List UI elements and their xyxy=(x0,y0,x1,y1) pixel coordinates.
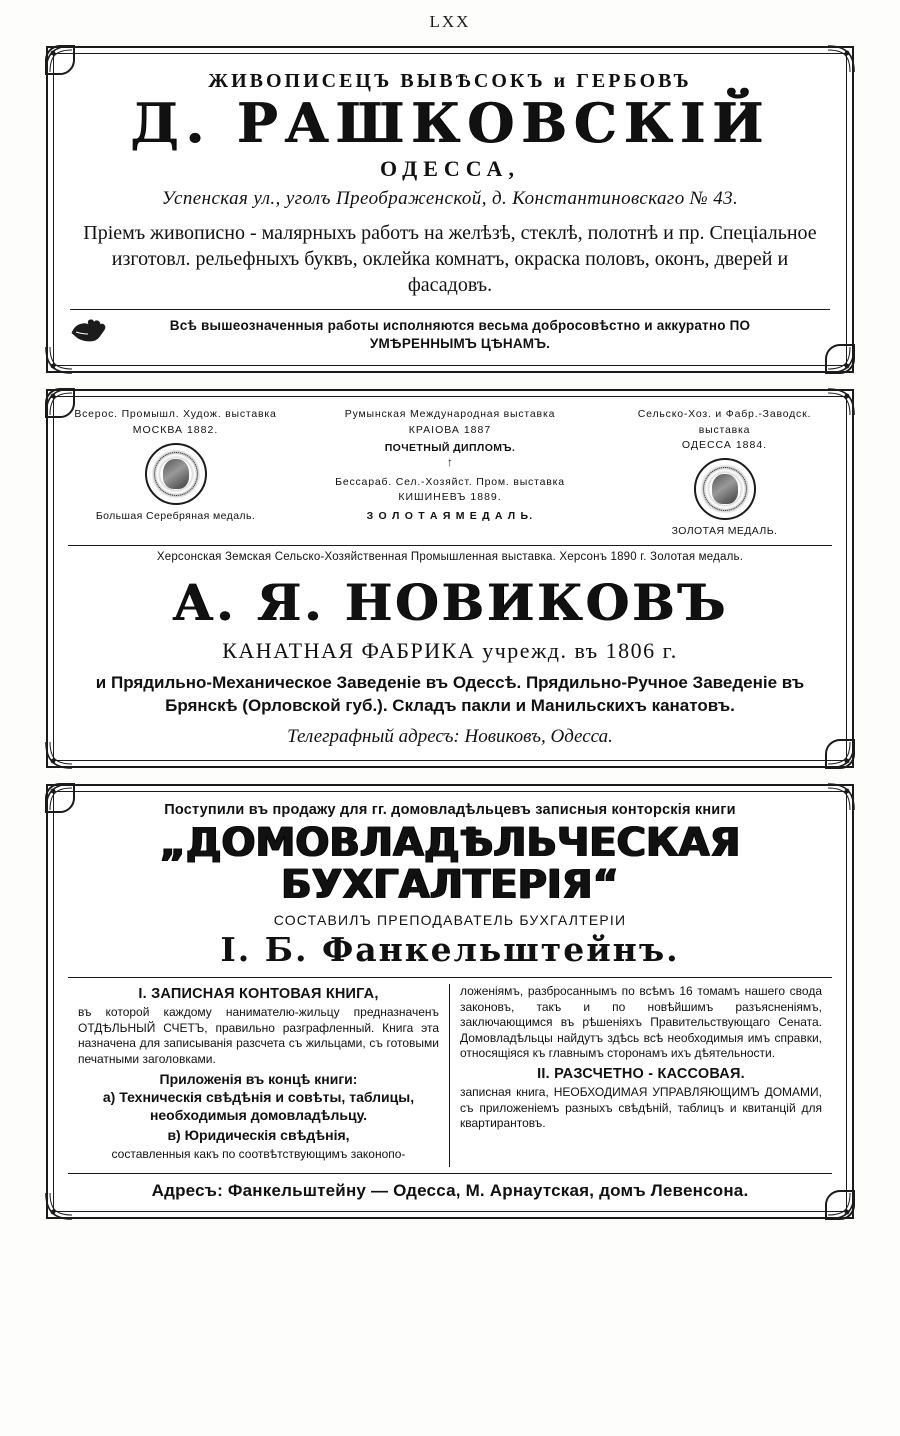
ad3-inner-border xyxy=(53,791,847,1212)
ornament-corner-icon xyxy=(826,345,856,375)
pointing-hand-icon xyxy=(70,319,110,345)
ad3-left-para2: составленныя какъ по соотвѣтствующимъ законопо- xyxy=(111,1147,406,1162)
ad2-award-middle xyxy=(300,407,600,524)
ad3-columns xyxy=(68,977,832,1167)
ad3-column-right xyxy=(450,984,832,1167)
ad1-city: ОДЕССА, xyxy=(380,155,520,181)
ad3-left-item-b: в) Юридическія свѣдѣнія, xyxy=(167,1127,350,1144)
ornament-corner-icon xyxy=(44,44,74,74)
ad2-award-left xyxy=(68,407,283,524)
ad2-award-mid-top-place-year: КРАІОВА 1887 xyxy=(408,423,492,436)
ad2-inner-border xyxy=(53,396,847,761)
ad1-note-row xyxy=(70,309,830,353)
ad2-award-left-caption: Большая Серебряная медаль. xyxy=(95,509,256,522)
ad2-award-right-place-year: ОДЕССА 1884. xyxy=(681,438,768,451)
ad2-award-right-exposition: Сельско-Хоз. и Фабр.-Заводск. выставка xyxy=(637,408,812,436)
ad1-business-name: Д. РАШКОВСКІЙ xyxy=(130,91,770,155)
ad2-award-mid-bottom-caption: З О Л О Т А Я М Е Д А Л Ь. xyxy=(366,509,534,522)
ad1-inner-border xyxy=(53,53,847,366)
ad2-outer-border xyxy=(46,389,854,768)
ad1-note-text: Всѣ вышеозначенныя работы исполняются весьма добросовѣстно и аккуратно ПО УМѢРЕННЫМЪ ЦѢНАМЪ. xyxy=(169,317,751,352)
ad1-address: Успенская ул., уголъ Преображенской, д. Константиновскаго № 43. xyxy=(161,187,739,209)
ad3-address: Адресъ: Фанкельштейну — Одесса, М. Арнаутская, домъ Левенсона. xyxy=(68,1173,832,1201)
award-medal-icon xyxy=(145,443,207,505)
ad2-award-mid-bottom-exposition: Бессараб. Сел.-Хозяйст. Пром. выставка xyxy=(335,476,565,489)
advertisement-novikov xyxy=(46,389,854,768)
ad3-outer-border xyxy=(46,784,854,1219)
ad1-body-text: Пріемъ живописно - малярныхъ работъ на желѣзѣ, стеклѣ, полотнѣ и пр. Спеціальное изготовл. рельефныхъ буквъ, оклейка комнатъ, окраска половъ, оконъ, дверей и фасадовъ. xyxy=(83,221,817,297)
ornament-corner-icon xyxy=(44,782,74,812)
ad3-left-item-a: а) Техническія свѣдѣнія и совѣты, таблицы, необходимыя домовладѣльцу. xyxy=(102,1089,415,1124)
ad2-business-name: А. Я. НОВИКОВЪ xyxy=(172,573,728,633)
ornament-corner-icon xyxy=(826,1191,856,1221)
ad2-description: и Прядильно-Механическое Заведеніе въ Одессѣ. Прядильно-Ручное Заведеніе въ Брянскѣ (Орловской губ.). Складъ пакли и Манильскихъ канатовъ. xyxy=(95,673,805,716)
advertisement-fankelshteyn xyxy=(46,784,854,1219)
ad2-award-mid-top-caption: ПОЧЕТНЫЙ ДИПЛОМЪ. xyxy=(384,441,516,454)
ornament-corner-icon xyxy=(44,387,74,417)
ad2-award-mid-top-exposition: Румынская Международная выставка xyxy=(344,408,556,421)
advertisement-rashkovsky xyxy=(46,46,854,373)
ad2-awards-row xyxy=(68,407,832,539)
ornament-corner-icon xyxy=(826,740,856,770)
ad3-right-para2: записная книга, НЕОБХОДИМАЯ УПРАВЛЯЮЩИМЪ ДОМАМИ, съ приложеніемъ разныхъ свѣдѣній, таблицъ и квитанцій для квартирантовъ. xyxy=(460,1085,822,1131)
ad2-award-right xyxy=(617,407,832,539)
ad2-telegraph-address: Телеграфный адресъ: Новиковъ, Одесса. xyxy=(287,726,613,748)
ad2-award-mid-bottom-place-year: КИШИНЕВЪ 1889. xyxy=(398,491,502,504)
ad3-right-para1: ложеніямъ, разбросаннымъ по всѣмъ 16 томамъ нашего свода законовъ, такъ и по новѣйшимъ разъясненіямъ, заключающимся въ рѣшеніяхъ Правительствующаго Сената. Домовладѣльцы найдутъ здѣсь всѣ необходимыя имъ справки, относящіяся къ главнымъ сторонамъ ихъ дѣятельности. xyxy=(460,984,822,1061)
ad3-left-para1: въ которой каждому нанимателю-жильцу предназначенъ ОТДѢЛЬНЫЙ СЧЕТЪ, правильно разграфленный. Книга эта назначена для записыванія разсчета съ жильцами, съ готовыми печатными заголовками. xyxy=(78,1005,439,1066)
ad1-outer-border xyxy=(46,46,854,373)
ad2-award-left-exposition: Всерос. Промышл. Худож. выставка xyxy=(74,408,277,421)
ad2-subtitle: КАНАТНАЯ ФАБРИКА учрежд. въ 1806 г. xyxy=(222,638,678,664)
award-medal-icon xyxy=(694,458,756,520)
ad3-right-heading: II. РАЗСЧЕТНО - КАССОВАЯ. xyxy=(537,1066,745,1083)
ad3-intro: Поступили въ продажу для гг. домовладѣльцевъ записныя конторскія книги xyxy=(164,802,736,819)
ad1-headline: ЖИВОПИСЕЦЪ ВЫВѢСОКЪ и ГЕРБОВЪ xyxy=(208,70,692,92)
ad3-left-heading: I. ЗАПИСНАЯ КОНТОВАЯ КНИГА, xyxy=(138,986,379,1003)
ad3-byline: СОСТАВИЛЪ ПРЕПОДАВАТЕЛЬ БУХГАЛТЕРІИ xyxy=(273,912,627,929)
ad3-author-name: І. Б. Фанкельштейнъ. xyxy=(220,930,680,970)
ad2-divider-arrows: ↑ xyxy=(446,454,454,469)
ad3-left-subheading: Приложенія въ концѣ книги: xyxy=(159,1071,358,1088)
ad2-award-left-place-year: МОСКВА 1882. xyxy=(132,423,219,436)
ad2-award-wide: Херсонская Земская Сельско-Хозяйственная Промышленная выставка. Херсонъ 1890 г. Золотая медаль. xyxy=(68,545,832,563)
page-folio: LXX xyxy=(429,12,471,31)
ad3-column-left xyxy=(68,984,450,1167)
ad3-title: „ДОМОВЛАДѢЛЬЧЕСКАЯ БУХГАЛТЕРІЯ“ xyxy=(159,820,741,909)
ad2-award-right-caption: ЗОЛОТАЯ МЕДАЛЬ. xyxy=(671,524,778,537)
